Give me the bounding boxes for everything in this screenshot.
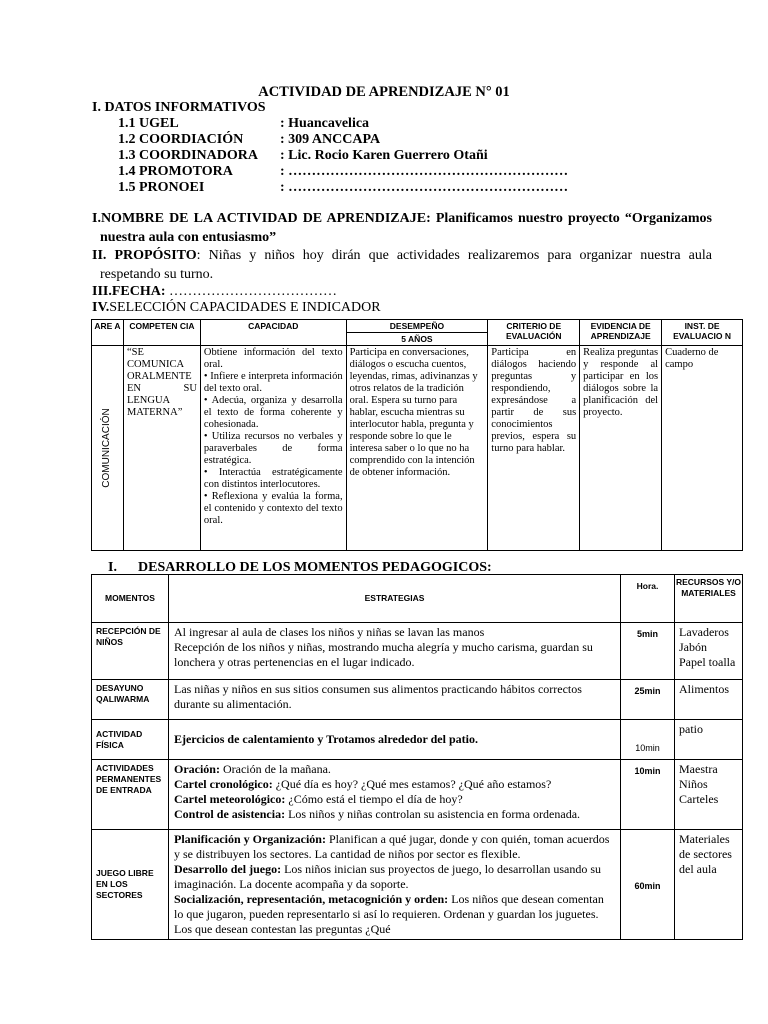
header-area: ARE A (92, 320, 124, 346)
table-row (92, 720, 743, 760)
info-label: 1.2 COORDIACIÓN (118, 132, 244, 147)
estrategia-line: Cartel cronológico: ¿Qué día es hoy? ¿Qué mes estamos? ¿Qué año estamos? (173, 777, 552, 791)
estrategia-line: Desarrollo del juego: Los niños inician sus proyectos de juego, lo desarrollan usando su imaginación. La docente acompaña y da soporte. (173, 862, 602, 891)
estrategia-cell (168, 760, 620, 830)
hora-cell: 10min (621, 720, 675, 760)
momentos-table (91, 574, 743, 940)
criterio-cell: Participa en diálogos haciendo preguntas y respondiendo, expresándose a partir de sus conocimientos previos, espera su turno para hablar. (488, 346, 580, 551)
proposito-label: II. PROPÓSITO (92, 248, 197, 263)
fecha-label: III.FECHA: (92, 284, 166, 299)
table-row (92, 346, 743, 551)
momento-cell: ACTIVIDADES PERMANENTES DE ENTRADA (92, 760, 169, 830)
capacidad-item: • Interactúa estratégicamente con distintos interlocutores. (203, 467, 343, 490)
header-recursos: RECURSOS Y/O MATERIALES (675, 575, 743, 623)
info-value: : 309 ANCCAPA (280, 132, 381, 147)
estrategia-line: Planificación y Organización: Planifican a qué jugar, donde y con quién, toman acuerdos y se distribuyen los sectores. La cantidad de niños por sector es flexible. (173, 832, 610, 861)
area-label: COMUNICACIÓN (101, 408, 113, 488)
desempeno-cell: Participa en conversaciones, diálogos o escucha cuentos, leyendas, rimas, adivinanzas y otros relatos de la tradición oral. Espera su turno para hablar, escucha mientras su interlocutor habla, pregunta y responde sobre lo que le interesa saber o lo que no ha comprendido con la intención de obtener información. (346, 346, 488, 551)
momento-cell: ACTIVIDAD FÍSICA (92, 720, 169, 760)
capacidad-item: • Adecúa, organiza y desarrolla el texto de forma coherente y cohesionada. (203, 395, 343, 430)
header-momentos: MOMENTOS (92, 575, 169, 623)
proposito-line1: : Niñas y niños hoy dirán que actividades realizaremos para organizar nuestra aula (196, 248, 712, 263)
info-label: 1.5 PRONOEI (118, 180, 205, 195)
hora-cell: 60min (621, 830, 675, 940)
evidencia-cell: Realiza preguntas y responde al participar en los diálogos sobre la planificación del proyecto. (580, 346, 662, 551)
desarrollo-number: I. (108, 560, 117, 575)
proposito-line2: respetando su turno. (100, 266, 214, 282)
hora-cell: 10min (621, 760, 675, 830)
desarrollo-text: DESARROLLO DE LOS MOMENTOS PEDAGOGICOS: (138, 560, 492, 575)
momento-cell: RECEPCIÓN DE NIÑOS (92, 623, 169, 680)
area-cell (92, 346, 124, 551)
momento-cell: JUEGO LIBRE EN LOS SECTORES (92, 830, 169, 940)
header-edad: 5 AÑOS (346, 333, 488, 346)
nombre-label: I.NOMBRE DE LA ACTIVIDAD DE APRENDIZAJE (92, 211, 427, 226)
proposito (92, 247, 712, 284)
table-header-row (92, 320, 743, 333)
capacidad-cell (200, 346, 346, 551)
info-label: 1.3 COORDINADORA (118, 148, 258, 163)
datos-heading: I. DATOS INFORMATIVOS (92, 100, 266, 115)
capacidad-item: • Infiere e interpreta información del texto oral. (203, 371, 343, 394)
estrategia-cell (168, 830, 620, 940)
recursos-cell: Maestra Niños Carteles (675, 760, 743, 830)
estrategia-line: Recepción de los niños y niñas, mostrando mucha alegría y mucho carisma, guardan su lonchera y otras pertenencias en el lugar indicado. (173, 640, 593, 669)
estrategia-line: Ejercicios de calentamiento y Trotamos alrededor del patio. (173, 732, 478, 746)
recursos-cell: patio (675, 720, 743, 760)
hora-cell: 5min (621, 623, 675, 680)
competencia-cell: “SE COMUNICA ORALMENTE EN SU LENGUA MATERNA” (123, 346, 200, 551)
estrategia-cell (168, 720, 620, 760)
fecha (92, 283, 712, 302)
table-row (92, 760, 743, 830)
estrategia-cell (168, 623, 620, 680)
table-row (92, 623, 743, 680)
estrategia-line: Al ingresar al aula de clases los niños y niñas se lavan las manos (173, 625, 485, 639)
estrategia-line: Control de asistencia: Los niños y niñas controlan su asistencia en forma ordenada. (173, 807, 581, 821)
info-value: : …………………………………………………… (280, 180, 569, 195)
table-row (92, 830, 743, 940)
page-title: ACTIVIDAD DE APRENDIZAJE N° 01 (258, 84, 510, 100)
table-header-row (92, 575, 743, 623)
header-hora: Hora. (621, 575, 675, 623)
capacidades-table (91, 319, 743, 551)
nombre-line1: : Planificamos nuestro proyecto “Organizamos (426, 211, 713, 226)
recursos-cell: Materiales de sectores del aula (675, 830, 743, 940)
header-competencia: COMPETEN CIA (123, 320, 200, 346)
header-evidencia: EVIDENCIA DE APRENDIZAJE (580, 320, 662, 346)
capacidad-item: • Reflexiona y evalúa la forma, el contenido y contexto del texto oral. (203, 491, 343, 526)
info-value: : …………………………………………………… (280, 164, 569, 179)
table-row (92, 680, 743, 720)
capacidad-item: • Utiliza recursos no verbales y paraverbales de forma estratégica. (203, 431, 343, 466)
header-criterio: CRITERIO DE EVALUACIÓN (488, 320, 580, 346)
info-label: 1.1 UGEL (118, 116, 179, 131)
estrategia-line: Las niñas y niños en sus sitios consumen sus alimentos practicando hábitos correctos durante su alimentación. (173, 682, 582, 711)
info-label: 1.4 PROMOTORA (118, 164, 233, 179)
recursos-cell: Lavaderos Jabón Papel toalla (675, 623, 743, 680)
estrategia-line: Socialización, representación, metacognición y orden: Los niños que desean comentan lo que jugaron, pueden representarlo si así lo requieren. Ordenan y guardan los juguetes. Los que desean contestan las preguntas ¿Qué (173, 892, 604, 936)
hora-cell: 25min (621, 680, 675, 720)
recursos-cell: Alimentos (675, 680, 743, 720)
seleccion-title (92, 300, 381, 316)
nombre-actividad (92, 210, 712, 247)
estrategia-line: Cartel meteorológico: ¿Cómo está el tiempo el día de hoy? (173, 792, 463, 806)
header-desempeno: DESEMPEÑO (346, 320, 488, 333)
header-instrumento: INST. DE EVALUACIO N (662, 320, 743, 346)
fecha-value: ……………………………… (165, 284, 338, 299)
seleccion-text: SELECCIÓN CAPACIDADES E INDICADOR (109, 300, 381, 315)
header-estrategias: ESTRATEGIAS (168, 575, 620, 623)
info-value: : Huancavelica (280, 116, 370, 131)
info-value: : Lic. Rocio Karen Guerrero Otañi (280, 148, 488, 163)
estrategia-line: Oración: Oración de la mañana. (173, 762, 331, 776)
estrategia-cell (168, 680, 620, 720)
nombre-line2: nuestra aula con entusiasmo” (100, 229, 277, 245)
capacidad-item: Obtiene información del texto oral. (203, 347, 343, 370)
seleccion-prefix: IV. (92, 300, 110, 315)
momento-cell: DESAYUNO QALIWARMA (92, 680, 169, 720)
instrumento-cell: Cuaderno de campo (662, 346, 743, 551)
header-capacidad: CAPACIDAD (200, 320, 346, 346)
